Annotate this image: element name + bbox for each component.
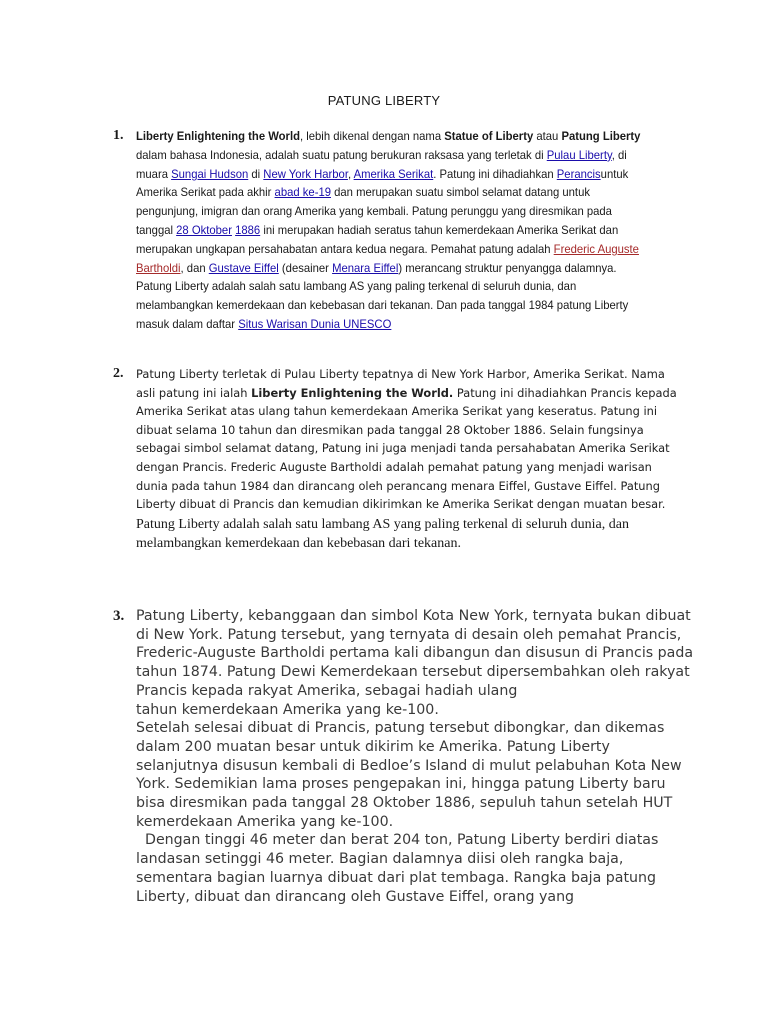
link-amerika-serikat[interactable]: Amerika Serikat <box>353 166 434 181</box>
link-gustave-eiffel[interactable]: Gustave Eiffel <box>208 260 279 275</box>
text-run: , <box>347 166 354 181</box>
link-menara-eiffel[interactable]: Menara Eiffel <box>332 260 399 275</box>
bold-term: Liberty Enlightening the World <box>136 129 300 143</box>
list-number: 3. <box>113 608 125 624</box>
paragraph-text <box>136 607 696 906</box>
link-perancis[interactable]: Perancis <box>556 166 601 181</box>
text-run: ini merupakan hadiah seratus tahun kemerdekaan Amerika Serikat dan merupakan ungkapan persahabatan antara kedua negara. Pemahat patung adalah <box>136 222 619 256</box>
text-run: (desainer <box>278 260 333 275</box>
text-run: untuk Amerika Serikat pada akhir <box>136 166 629 200</box>
text-run: . Patung ini dihadiahkan <box>433 166 557 181</box>
text-run: Patung ini dihadiahkan Prancis kepada Amerika Serikat atas ulang tahun kemerdekaan Amerika Serikat yang keseratus. Patung ini dibuat selama 10 tahun dan diresmikan pada tanggal 28 Oktober 1886. Selain fungsinya sebagai simbol selamat datang, Patung ini juga menjadi tanda persahabatan Amerika Serikat dengan Prancis. Frederic Auguste Bartholdi adalah pemahat patung yang menjadi warisan dunia pada tahun 1984 dan dirancang oleh perancang menara Eiffel, Gustave Eiffel. Patung Liberty dibuat di Prancis dan kemudian dikirimkan ke Amerika Serikat dengan muatan besar. <box>136 385 677 512</box>
paragraph-text <box>136 127 648 334</box>
text-run: , di muara <box>136 147 627 181</box>
bold-term: Statue of Liberty <box>444 129 534 143</box>
link-frederic-auguste-bartholdi[interactable]: Frederic Auguste Bartholdi <box>136 241 639 275</box>
text-line-block: Patung Liberty, kebanggaan dan simbol Kota New York, ternyata bukan dibuat di New York. Patung tersebut, yang ternyata di desain oleh pemahat Prancis, Frederic-Auguste Bartholdi pertama kali dibangun dan disusun di Prancis pada tahun 1874. Patung Dewi Kemerdekaan tersebut dipersembahkan oleh rakyat Prancis kepada rakyat Amerika, sebagai hadiah ulang <box>136 608 694 699</box>
list-number: 1. <box>113 128 124 143</box>
text-run: dan merupakan suatu simbol selamat datang untuk pengunjung, imigran dan orang Amerika yang kembali. Patung perunggu yang diresmikan pada tanggal <box>136 185 612 237</box>
text-line-block: Setelah selesai dibuat di Prancis, patung tersebut dibongkar, dan dikemas dalam 200 muatan besar untuk dikirim ke Amerika. Patung Liberty selanjutnya disusun kembali di Bedloe’s Island di mulut pelabuhan Kota New York. Sedemikian lama proses pengepakan ini, hingga patung Liberty baru bisa diresmikan pada tanggal 28 Oktober 1886, sepuluh tahun setelah HUT kemerdekaan Amerika yang ke-100. <box>136 720 682 830</box>
text-run: dalam bahasa Indonesia, adalah suatu patung berukuran raksasa yang terletak di <box>136 147 547 162</box>
bold-term: Liberty Enlightening the World. <box>251 385 454 400</box>
link-sungai-hudson[interactable]: Sungai Hudson <box>171 166 249 181</box>
document-title: PATUNG LIBERTY <box>327 93 441 108</box>
text-line-block: Dengan tinggi 46 meter dan berat 204 ton, Patung Liberty berdiri diatas landasan setinggi 46 meter. Bagian dalamnya diisi oleh rangka baja, sementara bagian luarnya dibuat dari plat tembaga. Rangka baja patung Liberty, dibuat dan dirancang oleh Gustave Eiffel, orang yang <box>136 832 663 905</box>
text-line-block: tahun kemerdekaan Amerika yang ke-100. <box>136 701 439 718</box>
text-run-serif: Patung Liberty adalah salah satu lambang AS yang paling terkenal di seluruh dunia, dan melambangkan kemerdekaan dan kebebasan dari tekanan. <box>136 516 629 552</box>
link-new-york-harbor[interactable]: New York Harbor <box>263 166 348 181</box>
bold-term: Patung Liberty <box>561 129 641 143</box>
text-run: , dan <box>180 260 209 275</box>
link-28-oktober[interactable]: 28 Oktober <box>176 222 232 237</box>
link-1886[interactable]: 1886 <box>235 222 261 237</box>
link-abad-ke-19[interactable]: abad ke-19 <box>274 185 332 200</box>
link-situs-warisan-dunia-unesco[interactable]: Situs Warisan Dunia UNESCO <box>238 316 392 331</box>
text-run: atau <box>533 129 562 143</box>
list-number: 2. <box>113 366 124 381</box>
paragraph-text <box>136 365 684 554</box>
text-run: di <box>248 166 264 181</box>
link-pulau-liberty[interactable]: Pulau Liberty <box>546 147 612 162</box>
text-run: , lebih dikenal dengan nama <box>299 129 445 143</box>
text-run: ) merancang struktur penyangga dalamnya. Patung Liberty adalah salah satu lambang AS yang paling terkenal di seluruh dunia, dan melambangkan kemerdekaan dan kebebasan dari tekanan. Dan pada tanggal 1984 patung Liberty masuk dalam daftar <box>136 260 629 331</box>
text-run: Patung Liberty terletak di Pulau Liberty tepatnya di New York Harbor, Amerika Serikat. Nama asli patung ini ialah <box>136 367 665 400</box>
